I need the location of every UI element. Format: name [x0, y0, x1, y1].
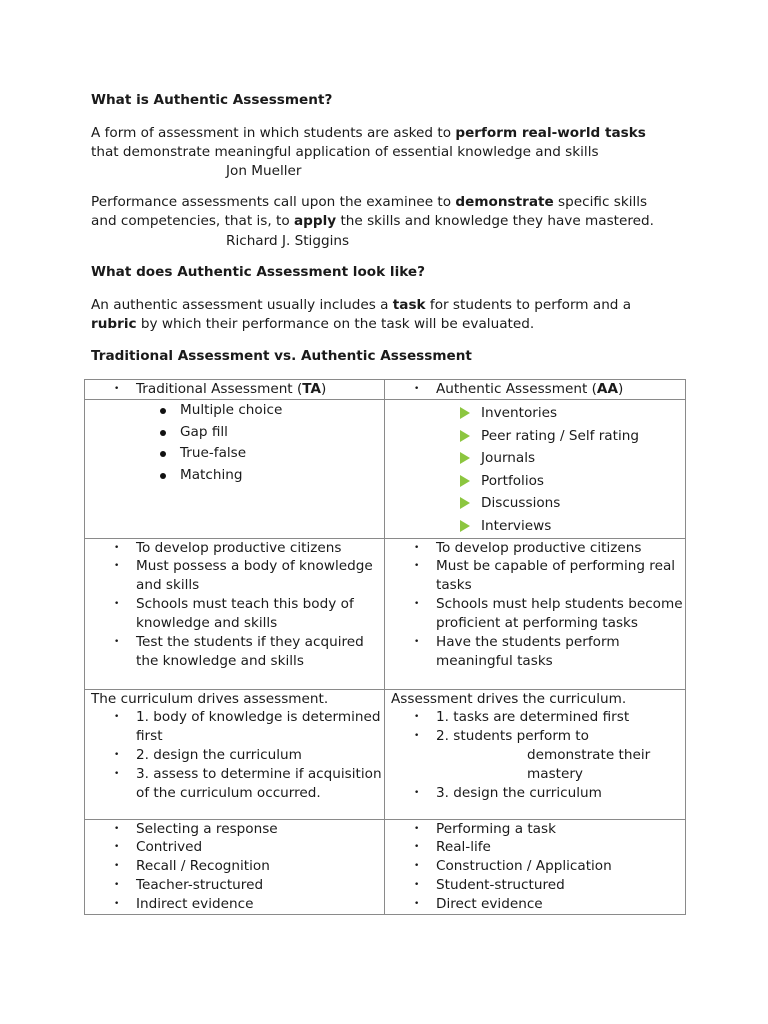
definition-mueller-line1 [91, 124, 646, 143]
table-row [85, 538, 686, 689]
list-item [391, 402, 685, 425]
list-item: • Selecting a response [91, 820, 384, 839]
aa-header [391, 380, 685, 399]
ta-traits-cell [85, 819, 385, 915]
bold-text: perform real-world tasks [455, 125, 646, 141]
list-item: • 3. assess to determine if acquisition of the curriculum occurred. [91, 765, 384, 803]
list-item: • Construction / Application [391, 857, 685, 876]
arrow-bullet-icon [460, 520, 470, 532]
aa-reasons-cell [385, 538, 686, 689]
list-item: • 1. tasks are determined first [391, 708, 685, 727]
list-item: • Direct evidence [391, 895, 685, 914]
text: and competencies, that is, to [91, 213, 294, 229]
text: Journals [481, 450, 536, 467]
text: Discussions [481, 495, 561, 512]
list-item: • Test the students if they acquired the knowledge and skills [91, 633, 384, 671]
text: the skills and knowledge they have mastered. [336, 213, 654, 229]
arrow-bullet-icon [460, 452, 470, 464]
aa-steps-cell [385, 689, 686, 819]
list-item: • Schools must help students become proficient at performing tasks [391, 595, 685, 633]
comparison-table [84, 379, 686, 915]
text: specific skills [553, 194, 648, 210]
list-item: • Teacher-structured [91, 876, 384, 895]
list-item: • 2. design the curriculum [91, 746, 384, 765]
table-row [85, 689, 686, 819]
ta-reasons-list [91, 539, 384, 671]
ta-header [91, 380, 384, 399]
list-item: • 1. body of knowledge is determined first [91, 708, 384, 746]
definition-stiggins-line1 [91, 193, 647, 212]
list-item: Gap fill [91, 422, 384, 444]
text: Authentic Assessment ( [436, 381, 597, 397]
list-item: True-false [91, 443, 384, 465]
aa-types-cell [385, 400, 686, 539]
bold-text: task [392, 297, 426, 313]
text: demonstrate their mastery [527, 747, 651, 783]
aa-steps-list [391, 708, 685, 803]
heading-what-is: What is Authentic Assessment? [91, 92, 333, 108]
aa-traits-cell [385, 819, 686, 915]
arrow-bullet-icon [460, 430, 470, 442]
ta-types-list [91, 400, 384, 486]
list-item [391, 447, 685, 470]
list-item [391, 492, 685, 515]
list-item: • Contrived [91, 838, 384, 857]
text: 2. students perform to [436, 728, 589, 745]
list-item: • Schools must teach this body of knowledge and skills [91, 595, 384, 633]
list-item: • Must possess a body of knowledge and skills [91, 557, 384, 595]
list-item: • Must be capable of performing real tasks [391, 557, 685, 595]
look-line2 [91, 315, 534, 334]
list-item [391, 470, 685, 493]
list-item: • To develop productive citizens [391, 539, 685, 558]
list-item: • To develop productive citizens [91, 539, 384, 558]
definition-mueller-line2: that demonstrate meaningful application of essential knowledge and skills [91, 144, 599, 160]
author-stiggins: Richard J. Stiggins [226, 233, 350, 249]
table-header-row [85, 380, 686, 400]
text: ) [321, 381, 327, 397]
definition-stiggins-line2 [91, 212, 654, 231]
ta-abbr: TA [302, 381, 322, 397]
aa-drive-text: Assessment drives the curriculum. [391, 690, 627, 707]
list-item [391, 727, 685, 784]
list-item [391, 425, 685, 448]
list-item: • Recall / Recognition [91, 857, 384, 876]
text: An authentic assessment usually includes a [91, 297, 393, 313]
ta-header-cell [85, 380, 385, 400]
list-item: • Real-life [391, 838, 685, 857]
list-item: • Student-structured [391, 876, 685, 895]
text: Inventories [481, 405, 558, 421]
text: by which their performance on the task will be evaluated. [136, 316, 535, 332]
arrow-bullet-icon [460, 497, 470, 509]
author-mueller: Jon Mueller [226, 163, 302, 179]
heading-look-like: What does Authentic Assessment look like? [91, 264, 426, 280]
list-item: Multiple choice [91, 400, 384, 422]
aa-traits-list [391, 820, 685, 915]
text: Interviews [481, 517, 552, 534]
text: Portfolios [481, 472, 545, 489]
bold-text: demonstrate [455, 194, 554, 210]
bold-text: rubric [91, 316, 137, 332]
ta-reasons-cell [85, 538, 385, 689]
text: Peer rating / Self rating [481, 427, 639, 444]
text: for students to perform and a [425, 297, 632, 313]
list-item: • Performing a task [391, 820, 685, 839]
ta-traits-list [91, 820, 384, 915]
list-item: Matching [91, 465, 384, 487]
text: Traditional Assessment ( [136, 381, 303, 397]
aa-abbr: AA [596, 381, 618, 397]
ta-types-cell [85, 400, 385, 539]
list-item: • Have the students perform meaningful tasks [391, 633, 685, 671]
ta-header-list [91, 380, 384, 399]
ta-steps-list [91, 708, 384, 803]
table-row [85, 819, 686, 915]
list-item: • 3. design the curriculum [391, 784, 685, 803]
aa-header-list [391, 380, 685, 399]
text: Performance assessments call upon the examinee to [91, 194, 456, 210]
ta-steps-cell [85, 689, 385, 819]
arrow-bullet-icon [460, 475, 470, 487]
table-row [85, 400, 686, 539]
bold-text: apply [293, 213, 337, 229]
text: ) [617, 381, 624, 397]
aa-types-list [391, 402, 685, 538]
list-item: • Indirect evidence [91, 895, 384, 914]
list-item [391, 515, 685, 538]
arrow-bullet-icon [460, 407, 470, 419]
ta-drive-text: The curriculum drives assessment. [91, 690, 329, 707]
aa-header-cell [385, 380, 686, 400]
heading-comparison: Traditional Assessment vs. Authentic Assessment [91, 348, 472, 364]
look-line1 [91, 296, 631, 315]
aa-reasons-list [391, 539, 685, 671]
text: A form of assessment in which students are asked to [91, 125, 456, 141]
